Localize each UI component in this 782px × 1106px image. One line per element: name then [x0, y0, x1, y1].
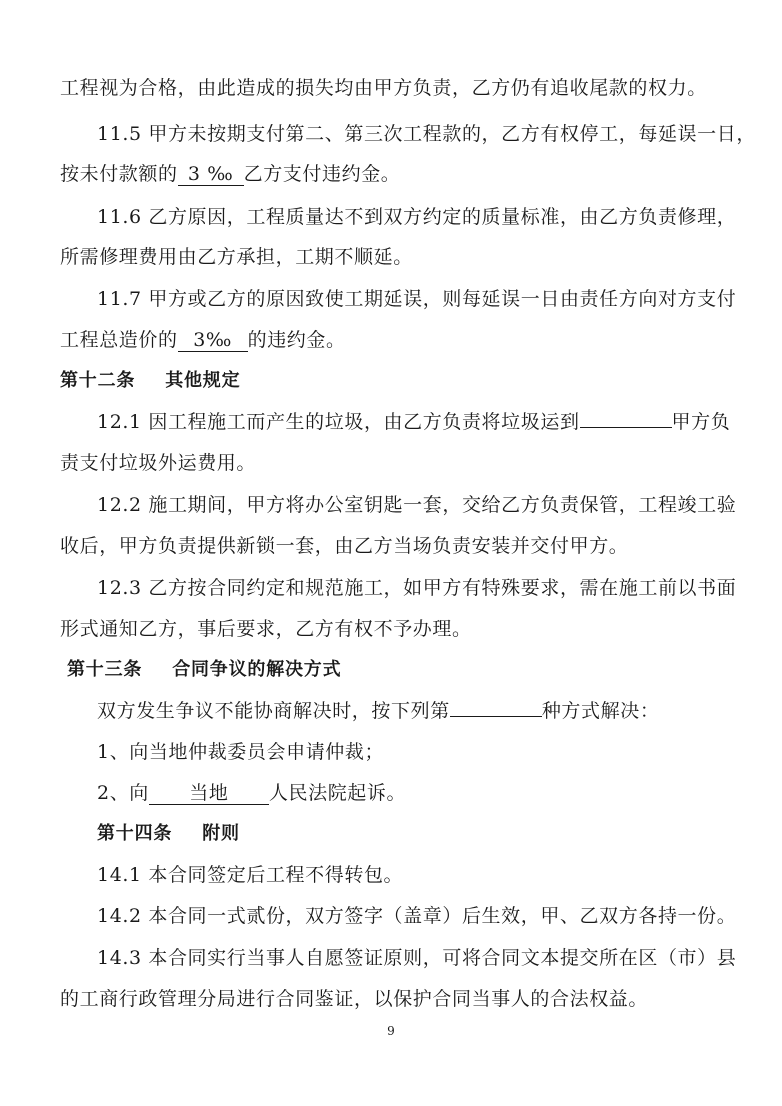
clause-12-2 — [97, 493, 736, 517]
text: 种方式解决： — [541, 700, 660, 722]
clause-14-3 — [97, 946, 736, 970]
text: 双方发生争议不能协商解决时，按下列第 — [97, 700, 450, 722]
text: 的违约金。 — [247, 329, 346, 351]
text: 工程视为合格，由此造成的损失均由甲方负责，乙方仍有追收尾款的权力。 — [60, 77, 707, 99]
clause-12-1 — [97, 410, 730, 434]
dispute-option-2 — [97, 781, 406, 805]
clause-11-5 — [97, 122, 756, 146]
text: 责支付垃圾外运费用。 — [60, 452, 257, 474]
fill-in-blank: 当地 — [149, 782, 269, 805]
clause-11-6 — [97, 205, 736, 229]
section-number: 第十二条 — [60, 370, 136, 391]
text: 工程总造价的 — [60, 329, 178, 351]
section-number: 第十四条 — [97, 823, 173, 844]
section-number: 第十三条 — [67, 659, 143, 680]
paragraph-line — [60, 328, 346, 352]
text: 1、向当地仲裁委员会申请仲裁； — [97, 741, 385, 763]
text: 的工商行政管理分局进行合同鉴证，以保护合同当事人的合法权益。 — [60, 988, 649, 1010]
text: 11.7 甲方或乙方的原因致使工期延误，则每延误一日由责任方向对方支付 — [97, 288, 737, 310]
text: 14.1 本合同签定后工程不得转包。 — [97, 864, 404, 886]
paragraph-line — [60, 534, 628, 558]
text: 14.2 本合同一式贰份，双方签字（盖章）后生效，甲、乙双方各持一份。 — [97, 905, 737, 927]
section-title: 附则 — [202, 823, 240, 844]
fill-in-blank — [580, 427, 672, 428]
paragraph-line — [60, 162, 400, 186]
dispute-option-1 — [97, 740, 384, 764]
text: 乙方支付违约金。 — [243, 163, 401, 185]
clause-11-7 — [97, 287, 736, 311]
paragraph-line — [60, 245, 413, 269]
clause-14-2 — [97, 904, 736, 928]
text: 甲方负 — [671, 411, 731, 433]
text: 14.3 本合同实行当事人自愿签证原则，可将合同文本提交所在区（市）县 — [97, 947, 737, 969]
section-heading-14 — [97, 822, 240, 846]
clause-14-1 — [97, 863, 403, 887]
section-heading-13 — [67, 658, 341, 682]
text: 12.3 乙方按合同约定和规范施工，如甲方有特殊要求，需在施工前以书面 — [97, 577, 737, 599]
paragraph-line — [60, 987, 648, 1011]
page-number: 9 — [387, 1024, 395, 1038]
text: 2、向 — [97, 782, 149, 804]
text: 所需修理费用由乙方承担，工期不顺延。 — [60, 246, 413, 268]
paragraph-line — [60, 617, 472, 641]
text: 11.5 甲方未按期支付第二、第三次工程款的，乙方有权停工，每延误一日， — [97, 123, 756, 145]
text: 形式通知乙方，事后要求，乙方有权不予办理。 — [60, 618, 472, 640]
section-title: 合同争议的解决方式 — [172, 659, 342, 680]
text: 12.2 施工期间，甲方将办公室钥匙一套，交给乙方负责保管，工程竣工验 — [97, 494, 737, 516]
text: 12.1 因工程施工而产生的垃圾，由乙方负责将垃圾运到 — [97, 411, 580, 433]
paragraph-line — [60, 451, 256, 475]
text: 11.6 乙方原因，工程质量达不到双方约定的质量标准，由乙方负责修理， — [97, 206, 737, 228]
fill-in-blank: 3 ‰ — [178, 163, 244, 186]
fill-in-blank — [450, 716, 542, 717]
text: 收后，甲方负责提供新锁一套，由乙方当场负责安装并交付甲方。 — [60, 535, 629, 557]
text: 按未付款额的 — [60, 163, 178, 185]
text: 人民法院起诉。 — [268, 782, 407, 804]
fill-in-blank: 3‰ — [178, 329, 248, 352]
section-title: 其他规定 — [165, 370, 241, 391]
paragraph-line — [60, 76, 707, 100]
dispute-intro — [97, 699, 659, 723]
section-heading-12 — [60, 369, 240, 393]
clause-12-3 — [97, 576, 736, 600]
